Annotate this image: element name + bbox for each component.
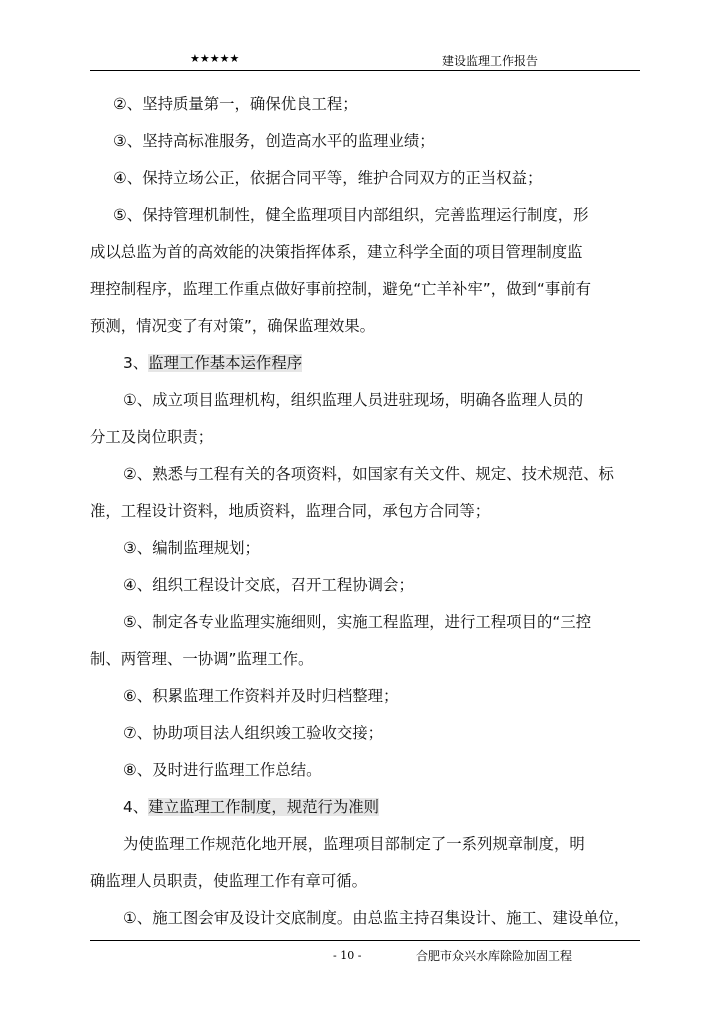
paragraph-line: 为使监理工作规范化地开展，监理项目部制定了一系列规章制度，明 xyxy=(123,835,585,853)
document-body xyxy=(90,86,660,937)
section-title: 监理工作基本运作程序 xyxy=(148,354,303,372)
paragraph-line: ①、成立项目监理机构，组织监理人员进驻现场，明确各监理人员的 xyxy=(123,391,584,409)
section-heading-3 xyxy=(90,345,660,382)
page-header xyxy=(90,48,640,71)
paragraph-line: ⑤、保持管理机制性，健全监理项目内部组织，完善监理运行制度，形 xyxy=(113,206,589,224)
paragraph-line: 预测，情况变了有对策”，确保监理效果。 xyxy=(90,317,376,335)
star-rating-icon: ★★★★★ xyxy=(190,52,240,65)
paragraph: ⑧、及时进行监理工作总结。 xyxy=(123,761,322,779)
paragraph-line: ②、熟悉与工程有关的各项资料，如国家有关文件、规定、技术规范、标 xyxy=(123,465,614,483)
paragraph: ⑦、协助项目法人组织竣工验收交接； xyxy=(123,724,384,742)
paragraph-line: 确监理人员职责，使监理工作有章可循。 xyxy=(90,872,368,890)
paragraph-line: 制、两管理、一协调”监理工作。 xyxy=(90,650,314,668)
paragraph: ③、坚持高标准服务，创造高水平的监理业绩； xyxy=(113,132,435,150)
footer-divider xyxy=(90,940,640,941)
footer-project-name: 合肥市众兴水库除险加固工程 xyxy=(416,949,573,963)
header-title: 建设监理工作报告 xyxy=(442,54,539,68)
paragraph: ④、组织工程设计交底，召开工程协调会； xyxy=(123,576,414,594)
section-number: 3、 xyxy=(123,354,149,372)
section-title: 建立监理工作制度，规范行为准则 xyxy=(148,798,380,816)
paragraph: ④、保持立场公正，依据合同平等，维护合同双方的正当权益； xyxy=(113,169,543,187)
paragraph-line: 成以总监为首的高效能的决策指挥体系，建立科学全面的项目管理制度监 xyxy=(90,243,583,261)
paragraph-line: 准，工程设计资料，地质资料，监理合同，承包方合同等； xyxy=(90,502,491,520)
paragraph-line: 理控制程序，监理工作重点做好事前控制，避免“亡羊补牢”，做到“事前有 xyxy=(90,280,592,298)
paragraph-line: ⑤、制定各专业监理实施细则，实施工程监理，进行工程项目的“三控 xyxy=(123,613,592,631)
section-number: 4、 xyxy=(123,798,149,816)
paragraph: ①、施工图会审及设计交底制度。由总监主持召集设计、施工、建设单位， xyxy=(123,909,630,927)
paragraph: ②、坚持质量第一，确保优良工程； xyxy=(113,95,358,113)
section-heading-4 xyxy=(90,789,660,826)
paragraph: ③、编制监理规划； xyxy=(123,539,260,557)
paragraph-line: 分工及岗位职责； xyxy=(90,428,214,446)
paragraph: ⑥、积累监理工作资料并及时归档整理； xyxy=(123,687,399,705)
page-number: - 10 - xyxy=(333,949,362,962)
